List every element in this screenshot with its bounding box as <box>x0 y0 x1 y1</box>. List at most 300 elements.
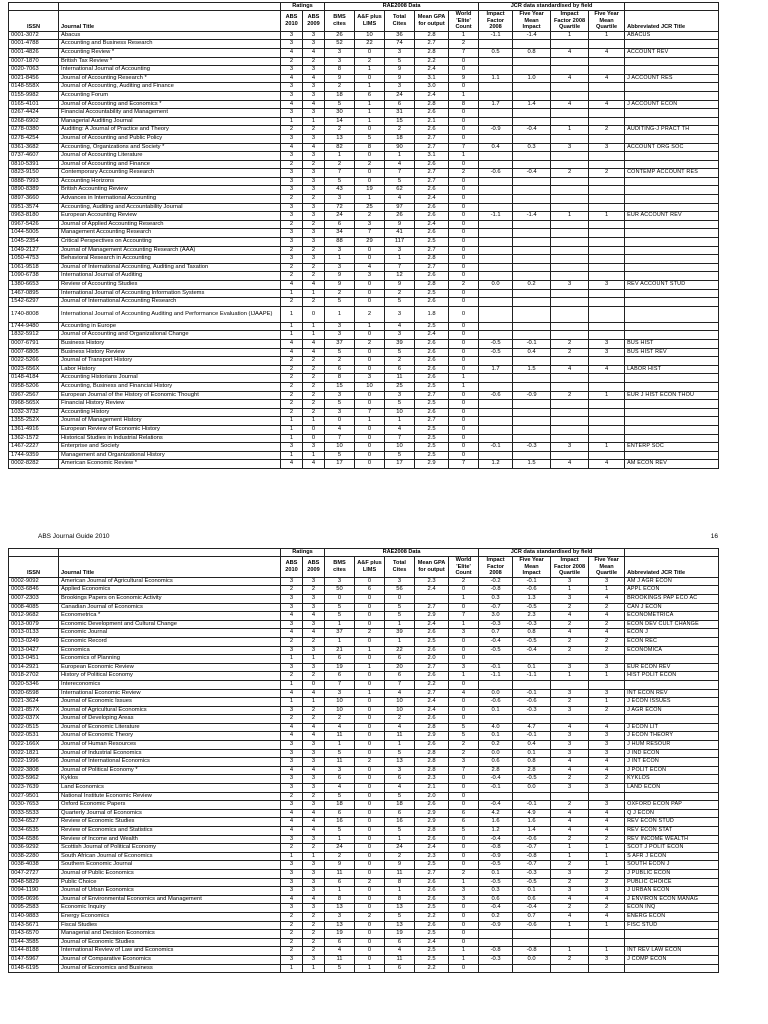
cell-world-elite: 0 <box>449 775 479 784</box>
cell-five-year-impact: -0.6 <box>513 698 551 707</box>
cell-impact-factor: -0.6 <box>479 391 513 400</box>
cell-impact-factor <box>479 272 513 281</box>
cell-five-year-quartile: 4 <box>589 818 625 827</box>
cell-impact-quartile: 4 <box>551 460 589 469</box>
cell-impact-factor: -1.1 <box>479 672 513 681</box>
cell-af-lims: 1 <box>355 100 385 109</box>
cell-five-year-quartile: 4 <box>589 612 625 621</box>
cell-world-elite: 0 <box>449 912 479 921</box>
cell-abs-2009: 4 <box>303 100 325 109</box>
cell-five-year-impact: 1.5 <box>513 460 551 469</box>
cell-five-year-quartile: 1 <box>589 698 625 707</box>
cell-mean-gpa: 2.5 <box>415 289 449 298</box>
cell-mean-gpa: 2.5 <box>415 930 449 939</box>
cell-bms-cites: 2 <box>325 852 355 861</box>
cell-journal-title: Journal of Transport History <box>59 357 281 366</box>
cell-abs-2010: 2 <box>281 912 303 921</box>
cell-journal-title: International Journal of Accounting Information Systems <box>59 289 281 298</box>
cell-bms-cites: 24 <box>325 844 355 853</box>
cell-abs-2009: 4 <box>303 809 325 818</box>
cell-world-elite: 0 <box>449 680 479 689</box>
cell-mean-gpa: 2.8 <box>415 281 449 290</box>
cell-mean-gpa: 2.6 <box>415 895 449 904</box>
cell-issn: 0958-5206 <box>9 382 59 391</box>
cell-bms-cites: 3 <box>325 57 355 66</box>
cell-impact-factor: -0.4 <box>479 775 513 784</box>
cell-abbrev-title: J ECON LIT <box>625 723 719 732</box>
cell-abs-2009: 3 <box>303 646 325 655</box>
cell-mean-gpa: 2.3 <box>415 852 449 861</box>
cell-five-year-impact <box>513 425 551 434</box>
cell-journal-title: European Journal of the History of Economic Thought <box>59 391 281 400</box>
table-row <box>9 212 719 221</box>
cell-five-year-impact <box>513 40 551 49</box>
cell-world-elite: 0 <box>449 177 479 186</box>
cell-journal-title: National Institute Economic Review <box>59 792 281 801</box>
cell-issn: 1542-6297 <box>9 298 59 307</box>
cell-af-lims: 0 <box>355 357 385 366</box>
header-five-year: Five Year Mean Impact <box>513 11 551 32</box>
cell-abs-2009: 3 <box>303 109 325 118</box>
cell-bms-cites: 5 <box>325 749 355 758</box>
cell-five-year-impact: -0.7 <box>513 861 551 870</box>
cell-total-cites: 39 <box>385 339 415 348</box>
cell-journal-title: Accounting and Business Research <box>59 40 281 49</box>
cell-abs-2010: 2 <box>281 844 303 853</box>
cell-journal-title: Critical Perspectives on Accounting <box>59 238 281 247</box>
cell-bms-cites: 1 <box>325 887 355 896</box>
cell-issn: 0165-4101 <box>9 100 59 109</box>
table-row <box>9 930 719 939</box>
cell-bms-cites: 19 <box>325 663 355 672</box>
cell-abbrev-title: ECON DEV CULT CHANGE <box>625 620 719 629</box>
cell-abbrev-title: EUR J HIST ECON THOU <box>625 391 719 400</box>
cell-journal-title: Intereconomics <box>59 680 281 689</box>
cell-abs-2010: 2 <box>281 408 303 417</box>
cell-issn: 1380-6653 <box>9 281 59 290</box>
cell-impact-factor: -0.9 <box>479 852 513 861</box>
header-abbrev: Abbreviated JCR Title <box>625 11 719 32</box>
cell-abs-2009: 2 <box>303 382 325 391</box>
cell-journal-title: Journal of Economic Studies <box>59 938 281 947</box>
cell-abs-2009: 3 <box>303 861 325 870</box>
cell-abbrev-title: INT ECON REV <box>625 689 719 698</box>
cell-af-lims: 0 <box>355 637 385 646</box>
cell-issn: 0148-4184 <box>9 374 59 383</box>
cell-five-year-quartile: 2 <box>589 620 625 629</box>
cell-abs-2009: 1 <box>303 698 325 707</box>
cell-impact-factor <box>479 83 513 92</box>
cell-five-year-quartile <box>589 938 625 947</box>
cell-five-year-impact: -0.4 <box>513 126 551 135</box>
cell-abs-2009: 4 <box>303 818 325 827</box>
cell-abs-2010: 3 <box>281 663 303 672</box>
cell-mean-gpa: 2.8 <box>415 758 449 767</box>
cell-journal-title: British Tax Review * <box>59 57 281 66</box>
cell-impact-quartile <box>551 715 589 724</box>
cell-impact-factor <box>479 408 513 417</box>
cell-impact-quartile <box>551 263 589 272</box>
cell-impact-factor: 0.6 <box>479 758 513 767</box>
table-row <box>9 391 719 400</box>
cell-impact-factor: 0.5 <box>479 48 513 57</box>
cell-bms-cites: 6 <box>325 220 355 229</box>
cell-five-year-quartile: 2 <box>589 637 625 646</box>
cell-total-cites: 31 <box>385 109 415 118</box>
cell-world-elite: 6 <box>449 818 479 827</box>
header-bms: BMS cites <box>325 557 355 578</box>
cell-bms-cites: 2 <box>325 357 355 366</box>
cell-impact-quartile: 2 <box>551 878 589 887</box>
cell-five-year-impact <box>513 263 551 272</box>
cell-world-elite: 0 <box>449 126 479 135</box>
cell-af-lims: 0 <box>355 715 385 724</box>
cell-issn: 0021-8456 <box>9 74 59 83</box>
cell-abs-2009: 2 <box>303 160 325 169</box>
cell-journal-title: Econometrica * <box>59 612 281 621</box>
cell-abbrev-title: FISC STUD <box>625 921 719 930</box>
header-issn: ISSN <box>9 11 59 32</box>
cell-impact-quartile: 4 <box>551 723 589 732</box>
cell-mean-gpa: 2.7 <box>415 40 449 49</box>
table-row <box>9 281 719 290</box>
cell-impact-quartile: 2 <box>551 646 589 655</box>
cell-five-year-quartile <box>589 400 625 409</box>
cell-impact-factor: 0.2 <box>479 912 513 921</box>
cell-five-year-impact <box>513 382 551 391</box>
cell-impact-quartile: 2 <box>551 169 589 178</box>
cell-abs-2010: 4 <box>281 612 303 621</box>
cell-af-lims: 3 <box>355 220 385 229</box>
cell-world-elite: 0 <box>449 835 479 844</box>
cell-journal-title: Business History <box>59 339 281 348</box>
table-row <box>9 143 719 152</box>
cell-five-year-quartile: 3 <box>589 348 625 357</box>
cell-abbrev-title: HIST POLIT ECON <box>625 672 719 681</box>
cell-five-year-quartile: 3 <box>589 955 625 964</box>
cell-world-elite: 5 <box>449 827 479 836</box>
cell-af-lims: 0 <box>355 887 385 896</box>
cell-total-cites: 3 <box>385 246 415 255</box>
cell-five-year-quartile: 1 <box>589 31 625 40</box>
cell-five-year-impact: -0.3 <box>513 706 551 715</box>
table-row <box>9 306 719 322</box>
cell-mean-gpa: 2.0 <box>415 792 449 801</box>
cell-abbrev-title <box>625 255 719 264</box>
cell-af-lims: 0 <box>355 835 385 844</box>
cell-five-year-quartile <box>589 792 625 801</box>
cell-bms-cites: 1 <box>325 835 355 844</box>
cell-abs-2009: 3 <box>303 443 325 452</box>
cell-impact-quartile: 3 <box>551 784 589 793</box>
cell-issn: 0022-1821 <box>9 749 59 758</box>
cell-mean-gpa: 2.7 <box>415 246 449 255</box>
cell-impact-quartile <box>551 408 589 417</box>
table-row <box>9 425 719 434</box>
cell-bms-cites: 1 <box>325 620 355 629</box>
table-row <box>9 955 719 964</box>
cell-af-lims: 1 <box>355 322 385 331</box>
cell-total-cites: 26 <box>385 212 415 221</box>
table-row <box>9 809 719 818</box>
cell-abs-2009: 2 <box>303 715 325 724</box>
cell-bms-cites: 2 <box>325 160 355 169</box>
cell-af-lims: 0 <box>355 460 385 469</box>
cell-impact-factor: -0.8 <box>479 844 513 853</box>
cell-abbrev-title: REV ECON STUD <box>625 818 719 827</box>
cell-five-year-quartile <box>589 374 625 383</box>
cell-mean-gpa: 2.5 <box>415 400 449 409</box>
cell-mean-gpa: 2.5 <box>415 947 449 956</box>
cell-impact-factor: 1.1 <box>479 74 513 83</box>
cell-total-cites: 3 <box>385 306 415 322</box>
cell-world-elite: 7 <box>449 460 479 469</box>
cell-bms-cites: 6 <box>325 655 355 664</box>
cell-journal-title: Quarterly Journal of Economics <box>59 809 281 818</box>
cell-world-elite: 7 <box>449 48 479 57</box>
table-row <box>9 672 719 681</box>
cell-abs-2009: 4 <box>303 339 325 348</box>
cell-impact-factor: 1.7 <box>479 100 513 109</box>
cell-issn: 0022-166X <box>9 741 59 750</box>
cell-mean-gpa: 2.6 <box>415 408 449 417</box>
cell-five-year-impact: -0.9 <box>513 391 551 400</box>
cell-impact-factor <box>479 306 513 322</box>
cell-total-cites: 19 <box>385 930 415 939</box>
cell-abs-2010: 2 <box>281 715 303 724</box>
cell-abs-2009: 3 <box>303 869 325 878</box>
cell-total-cites: 3 <box>385 48 415 57</box>
cell-world-elite: 0 <box>449 844 479 853</box>
cell-five-year-quartile: 2 <box>589 706 625 715</box>
cell-five-year-quartile <box>589 152 625 161</box>
cell-abbrev-title <box>625 66 719 75</box>
cell-af-lims: 25 <box>355 203 385 212</box>
cell-total-cites: 41 <box>385 229 415 238</box>
cell-total-cites: 5 <box>385 348 415 357</box>
cell-world-elite: 2 <box>449 40 479 49</box>
cell-af-lims: 7 <box>355 408 385 417</box>
cell-af-lims: 0 <box>355 594 385 603</box>
cell-impact-quartile <box>551 91 589 100</box>
cell-impact-quartile: 3 <box>551 741 589 750</box>
cell-five-year-quartile <box>589 425 625 434</box>
table-row <box>9 40 719 49</box>
cell-issn: 0020-5346 <box>9 680 59 689</box>
cell-mean-gpa: 3.0 <box>415 83 449 92</box>
journal-table-bottom <box>8 548 719 973</box>
cell-journal-title: Economic Journal <box>59 629 281 638</box>
cell-issn: 0034-6535 <box>9 827 59 836</box>
table-row <box>9 348 719 357</box>
cell-journal-title: Journal of Human Resources <box>59 741 281 750</box>
cell-impact-factor <box>479 195 513 204</box>
cell-mean-gpa: 2.4 <box>415 331 449 340</box>
cell-abbrev-title <box>625 289 719 298</box>
cell-impact-factor: -1.1 <box>479 31 513 40</box>
cell-five-year-impact: -0.7 <box>513 844 551 853</box>
cell-abbrev-title <box>625 331 719 340</box>
cell-bms-cites: 8 <box>325 895 355 904</box>
cell-abs-2010: 3 <box>281 646 303 655</box>
cell-af-lims: 22 <box>355 40 385 49</box>
cell-total-cites: 4 <box>385 723 415 732</box>
cell-af-lims: 0 <box>355 784 385 793</box>
cell-impact-quartile <box>551 109 589 118</box>
cell-issn: 0267-4424 <box>9 109 59 118</box>
table-row <box>9 195 719 204</box>
cell-five-year-quartile: 1 <box>589 861 625 870</box>
table-row <box>9 921 719 930</box>
cell-impact-quartile: 3 <box>551 281 589 290</box>
cell-impact-quartile <box>551 177 589 186</box>
cell-total-cites: 10 <box>385 408 415 417</box>
cell-world-elite: 0 <box>449 66 479 75</box>
cell-abs-2010: 3 <box>281 758 303 767</box>
cell-total-cites: 4 <box>385 195 415 204</box>
cell-abs-2010: 1 <box>281 117 303 126</box>
cell-abs-2010: 2 <box>281 947 303 956</box>
cell-abs-2009: 3 <box>303 955 325 964</box>
cell-issn: 0140-9883 <box>9 912 59 921</box>
cell-abs-2009: 3 <box>303 620 325 629</box>
cell-world-elite: 3 <box>449 887 479 896</box>
cell-abbrev-title <box>625 272 719 281</box>
cell-mean-gpa: 2.9 <box>415 732 449 741</box>
cell-world-elite: 0 <box>449 212 479 221</box>
cell-issn: 0022-5266 <box>9 357 59 366</box>
cell-impact-factor <box>479 938 513 947</box>
cell-abbrev-title <box>625 306 719 322</box>
header-abs2010: ABS 2010 <box>281 11 303 32</box>
cell-five-year-impact <box>513 655 551 664</box>
cell-impact-factor <box>479 331 513 340</box>
cell-af-lims: 0 <box>355 152 385 161</box>
cell-issn: 0147-5967 <box>9 955 59 964</box>
cell-impact-factor: -0.5 <box>479 861 513 870</box>
cell-af-lims: 0 <box>355 281 385 290</box>
cell-total-cites: 13 <box>385 904 415 913</box>
cell-total-cites: 1 <box>385 741 415 750</box>
cell-five-year-quartile: 1 <box>589 672 625 681</box>
cell-abbrev-title <box>625 57 719 66</box>
cell-five-year-impact: 0.4 <box>513 348 551 357</box>
cell-abs-2010: 4 <box>281 818 303 827</box>
cell-abs-2010: 1 <box>281 451 303 460</box>
cell-bms-cites: 1 <box>325 637 355 646</box>
cell-bms-cites: 11 <box>325 869 355 878</box>
cell-journal-title: Management and Organizational History <box>59 451 281 460</box>
cell-five-year-quartile <box>589 322 625 331</box>
cell-mean-gpa: 2.6 <box>415 212 449 221</box>
table-row <box>9 775 719 784</box>
cell-abbrev-title <box>625 382 719 391</box>
journal-table-top <box>8 2 719 469</box>
cell-bms-cites: 6 <box>325 672 355 681</box>
cell-total-cites: 3 <box>385 577 415 586</box>
cell-af-lims: 2 <box>355 912 385 921</box>
cell-abs-2010: 4 <box>281 143 303 152</box>
cell-impact-factor: 1.2 <box>479 460 513 469</box>
cell-issn: 0143-6570 <box>9 930 59 939</box>
cell-impact-quartile: 2 <box>551 603 589 612</box>
cell-abbrev-title <box>625 298 719 307</box>
cell-total-cites: 20 <box>385 663 415 672</box>
cell-journal-title: Review of Economic Studies <box>59 818 281 827</box>
cell-impact-quartile: 1 <box>551 921 589 930</box>
cell-world-elite: 1 <box>449 955 479 964</box>
cell-journal-title: Financial Accountability and Management <box>59 109 281 118</box>
cell-impact-factor: 2.8 <box>479 766 513 775</box>
cell-bms-cites: 1 <box>325 255 355 264</box>
cell-impact-factor <box>479 425 513 434</box>
cell-five-year-quartile: 2 <box>589 904 625 913</box>
table-row <box>9 749 719 758</box>
cell-bms-cites: 5 <box>325 827 355 836</box>
cell-mean-gpa: 2.7 <box>415 391 449 400</box>
cell-journal-title: Journal of Economic Literature <box>59 723 281 732</box>
table-row <box>9 594 719 603</box>
cell-abbrev-title: J ECON ISSUES <box>625 698 719 707</box>
cell-bms-cites: 88 <box>325 238 355 247</box>
cell-abbrev-title: OXFORD ECON PAP <box>625 801 719 810</box>
cell-bms-cites: 16 <box>325 818 355 827</box>
cell-journal-title: International Economic Review <box>59 689 281 698</box>
cell-abbrev-title: J URBAN ECON <box>625 887 719 896</box>
cell-issn: 0007-2303 <box>9 594 59 603</box>
cell-issn: 0012-9682 <box>9 612 59 621</box>
cell-impact-quartile: 2 <box>551 861 589 870</box>
cell-bms-cites: 30 <box>325 109 355 118</box>
cell-abbrev-title <box>625 964 719 973</box>
cell-journal-title: Journal of Industrial Economics <box>59 749 281 758</box>
cell-abs-2009: 3 <box>303 749 325 758</box>
cell-abs-2010: 3 <box>281 134 303 143</box>
cell-abs-2009: 3 <box>303 31 325 40</box>
cell-journal-title: Canadian Journal of Economics <box>59 603 281 612</box>
cell-issn: 0278-0380 <box>9 126 59 135</box>
cell-five-year-impact: 0.4 <box>513 741 551 750</box>
cell-impact-factor: 0.0 <box>479 749 513 758</box>
cell-world-elite: 0 <box>449 203 479 212</box>
cell-five-year-impact <box>513 930 551 939</box>
cell-world-elite: 0 <box>449 83 479 92</box>
cell-abbrev-title <box>625 203 719 212</box>
cell-issn: 0013-0451 <box>9 655 59 664</box>
cell-total-cites: 9 <box>385 861 415 870</box>
cell-abs-2010: 2 <box>281 382 303 391</box>
cell-impact-factor <box>479 655 513 664</box>
cell-abbrev-title <box>625 655 719 664</box>
cell-issn: 0148-558X <box>9 83 59 92</box>
cell-af-lims: 0 <box>355 895 385 904</box>
cell-impact-quartile <box>551 66 589 75</box>
cell-total-cites: 4 <box>385 947 415 956</box>
cell-abs-2010: 4 <box>281 281 303 290</box>
cell-impact-quartile <box>551 374 589 383</box>
cell-total-cites: 9 <box>385 66 415 75</box>
cell-impact-quartile <box>551 246 589 255</box>
cell-five-year-quartile: 2 <box>589 169 625 178</box>
cell-impact-factor: 4.0 <box>479 723 513 732</box>
cell-abs-2009: 3 <box>303 801 325 810</box>
cell-impact-quartile <box>551 964 589 973</box>
cell-five-year-quartile: 3 <box>589 784 625 793</box>
cell-impact-factor <box>479 91 513 100</box>
header-af: A&F plus LIMS <box>355 557 385 578</box>
cell-abbrev-title <box>625 322 719 331</box>
cell-bms-cites: 50 <box>325 586 355 595</box>
